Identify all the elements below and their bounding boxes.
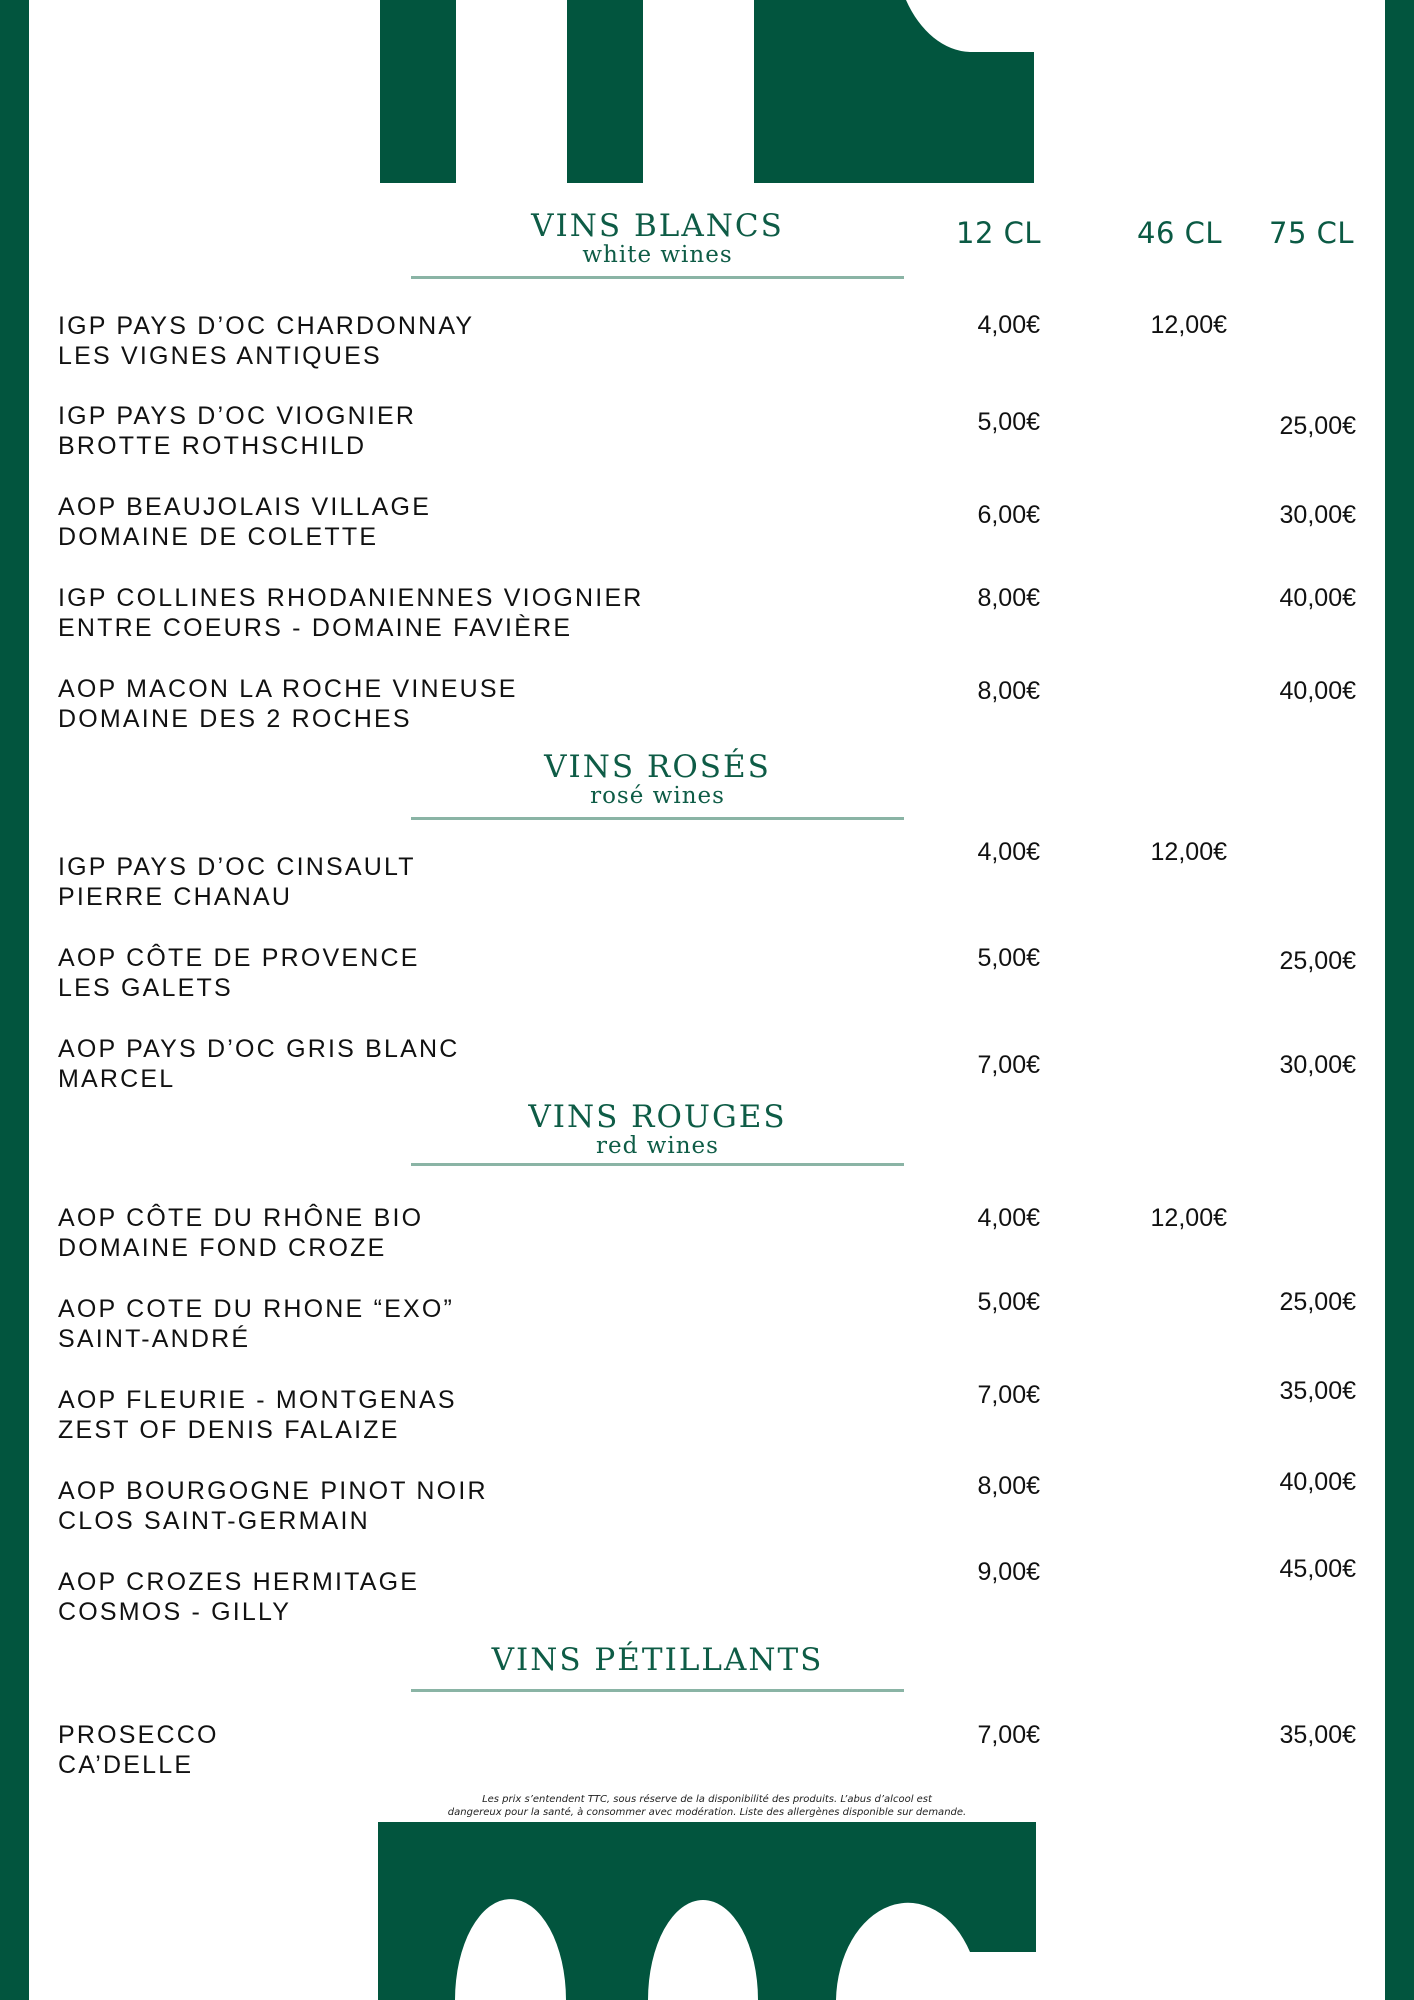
- legal-footnote: [380, 1793, 1034, 1819]
- price-12cl: 7,00€: [977, 1381, 1040, 1409]
- price-46cl: 12,00€: [1150, 311, 1227, 339]
- logo-bottom-mark: [378, 1822, 1036, 2000]
- section-title-rouges: [411, 1100, 904, 1158]
- wine-producer: LES GALETS: [58, 974, 233, 1002]
- wine-appellation: AOP COTE DU RHONE “EXO”: [58, 1295, 455, 1323]
- wine-item: [58, 1720, 219, 1780]
- price-12cl: 4,00€: [977, 838, 1040, 866]
- column-75cl: 75 CL: [1269, 216, 1355, 250]
- footnote-line: Les prix s’entendent TTC, sous réserve de la disponibilité des produits. L’abus d’alcool est: [482, 1794, 932, 1805]
- left-border-bar: [0, 0, 29, 2000]
- wine-producer: ZEST OF DENIS FALAIZE: [58, 1416, 400, 1444]
- price-12cl: 7,00€: [977, 1721, 1040, 1749]
- wine-producer: CA’DELLE: [58, 1751, 194, 1779]
- wine-item: [58, 492, 431, 552]
- wine-item: [58, 943, 420, 1003]
- wine-producer: COSMOS - GILLY: [58, 1598, 292, 1626]
- logo-top-mark: [380, 0, 1034, 183]
- price-75cl: 25,00€: [1279, 412, 1356, 440]
- price-12cl: 5,00€: [977, 1288, 1040, 1316]
- price-75cl: 35,00€: [1279, 1377, 1356, 1405]
- wine-appellation: PROSECCO: [58, 1721, 219, 1749]
- wine-producer: CLOS SAINT-GERMAIN: [58, 1507, 370, 1535]
- wine-appellation: AOP FLEURIE - MONTGENAS: [58, 1386, 457, 1414]
- wine-appellation: IGP COLLINES RHODANIENNES VIOGNIER: [58, 584, 644, 612]
- wine-item: [58, 674, 518, 734]
- wine-producer: BROTTE ROTHSCHILD: [58, 432, 367, 460]
- price-75cl: 35,00€: [1279, 1721, 1356, 1749]
- section-subheading: white wines: [582, 242, 733, 268]
- wine-producer: PIERRE CHANAU: [58, 883, 293, 911]
- price-75cl: 40,00€: [1279, 1468, 1356, 1496]
- price-75cl: 45,00€: [1279, 1555, 1356, 1583]
- price-75cl: 25,00€: [1279, 1288, 1356, 1316]
- section-divider: [411, 276, 904, 279]
- wine-item: [58, 401, 416, 461]
- section-divider: [411, 1689, 904, 1692]
- wine-appellation: AOP CÔTE DU RHÔNE BIO: [58, 1204, 424, 1232]
- wine-item: [58, 1294, 454, 1354]
- wine-appellation: IGP PAYS D’OC CINSAULT: [58, 853, 416, 881]
- section-heading: VINS ROUGES: [528, 1099, 787, 1135]
- wine-item: [58, 1567, 419, 1627]
- wine-appellation: AOP PAYS D’OC GRIS BLANC: [58, 1035, 460, 1063]
- section-title-roses: [411, 750, 904, 808]
- section-title-petillants: [411, 1643, 904, 1677]
- wine-item: [58, 1203, 423, 1263]
- section-heading: VINS ROSÉS: [544, 749, 771, 785]
- wine-item: [58, 1034, 460, 1094]
- wine-producer: DOMAINE FOND CROZE: [58, 1234, 387, 1262]
- section-subheading: red wines: [596, 1133, 719, 1159]
- wine-item: [58, 583, 644, 643]
- wine-appellation: AOP BEAUJOLAIS VILLAGE: [58, 493, 432, 521]
- section-heading: VINS BLANCS: [531, 208, 784, 244]
- section-title-blancs: [411, 209, 904, 267]
- wine-producer: DOMAINE DE COLETTE: [58, 523, 379, 551]
- price-12cl: 5,00€: [977, 408, 1040, 436]
- wine-item: [58, 1476, 488, 1536]
- wine-appellation: AOP MACON LA ROCHE VINEUSE: [58, 675, 518, 703]
- column-46cl: 46 CL: [1137, 216, 1223, 250]
- wine-appellation: AOP BOURGOGNE PINOT NOIR: [58, 1477, 488, 1505]
- wine-item: [58, 852, 416, 912]
- wine-appellation: AOP CROZES HERMITAGE: [58, 1568, 420, 1596]
- price-12cl: 6,00€: [977, 501, 1040, 529]
- section-subheading: rosé wines: [590, 783, 725, 809]
- price-75cl: 25,00€: [1279, 947, 1356, 975]
- price-46cl: 12,00€: [1150, 1204, 1227, 1232]
- price-12cl: 5,00€: [977, 944, 1040, 972]
- section-divider: [411, 1163, 904, 1166]
- section-divider: [411, 817, 904, 820]
- price-75cl: 40,00€: [1279, 584, 1356, 612]
- price-12cl: 8,00€: [977, 677, 1040, 705]
- wine-producer: DOMAINE DES 2 ROCHES: [58, 705, 412, 733]
- wine-producer: LES VIGNES ANTIQUES: [58, 342, 382, 370]
- price-12cl: 9,00€: [977, 1558, 1040, 1586]
- wine-producer: ENTRE COEURS - DOMAINE FAVIÈRE: [58, 614, 573, 642]
- price-75cl: 40,00€: [1279, 677, 1356, 705]
- price-75cl: 30,00€: [1279, 501, 1356, 529]
- price-12cl: 4,00€: [977, 1204, 1040, 1232]
- price-12cl: 8,00€: [977, 1472, 1040, 1500]
- price-46cl: 12,00€: [1150, 838, 1227, 866]
- price-75cl: 30,00€: [1279, 1051, 1356, 1079]
- wine-appellation: IGP PAYS D’OC VIOGNIER: [58, 402, 417, 430]
- price-12cl: 8,00€: [977, 584, 1040, 612]
- wine-producer: SAINT-ANDRÉ: [58, 1325, 251, 1353]
- column-12cl: 12 CL: [956, 216, 1042, 250]
- price-12cl: 4,00€: [977, 311, 1040, 339]
- footnote-line: dangereux pour la santé, à consommer avec modération. Liste des allergènes disponible sur demande.: [447, 1807, 967, 1818]
- right-border-bar: [1385, 0, 1414, 2000]
- section-heading: VINS PÉTILLANTS: [491, 1642, 824, 1678]
- wine-appellation: IGP PAYS D’OC CHARDONNAY: [58, 312, 475, 340]
- wine-item: [58, 1385, 457, 1445]
- wine-appellation: AOP CÔTE DE PROVENCE: [58, 944, 420, 972]
- wine-producer: MARCEL: [58, 1065, 176, 1093]
- wine-item: [58, 311, 474, 371]
- price-12cl: 7,00€: [977, 1051, 1040, 1079]
